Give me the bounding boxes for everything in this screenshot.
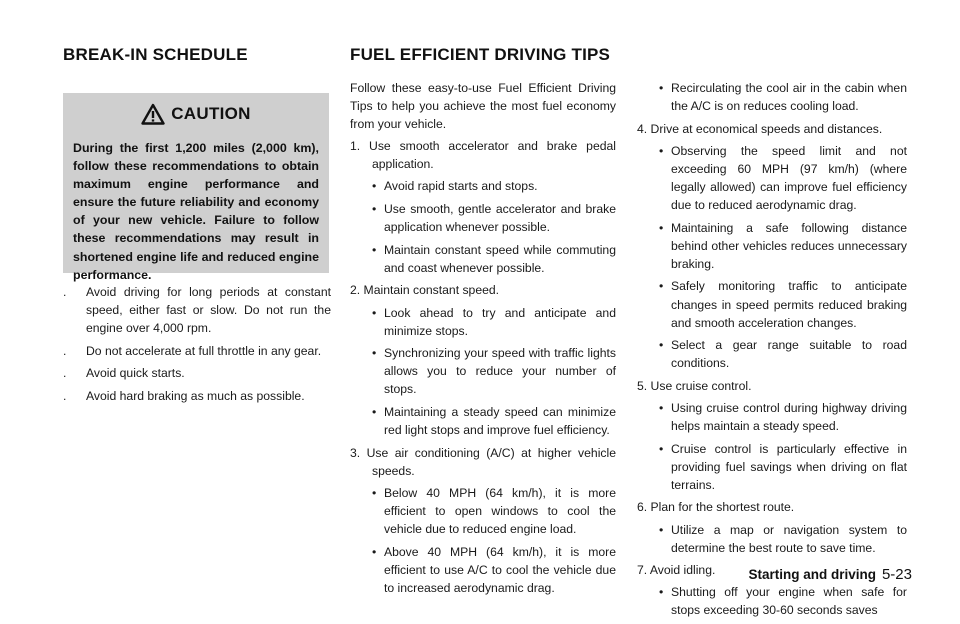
step-5-list — [637, 399, 907, 494]
bullet-icon: . — [63, 343, 67, 358]
caution-title: CAUTION — [171, 104, 251, 123]
list-item: • Safely monitoring traffic to anticipate changes in speed permits reduced braking and smooth acceleration changes. — [659, 279, 907, 330]
list-item: • Cruise control is particularly effective in providing fuel savings when driving on flat terrains. — [659, 441, 907, 492]
list-item: . Avoid driving for long periods at constant speed, either fast or slow. Do not run the engine over 4,000 rpm. — [63, 285, 331, 336]
break-in-list — [63, 283, 331, 410]
step-7-list — [637, 583, 907, 619]
list-item: • Above 40 MPH (64 km/h), it is more efficient to use A/C to cool the vehicle due to increased aerodynamic drag. — [372, 544, 616, 595]
step-2: 2. Maintain constant speed. — [350, 283, 500, 298]
list-item: . Avoid hard braking as much as possible. — [63, 387, 331, 405]
list-item: • Select a gear range suitable to road conditions. — [659, 338, 907, 371]
fuel-tips-heading: FUEL EFFICIENT DRIVING TIPS — [350, 45, 611, 64]
step-4-list — [637, 142, 907, 373]
list-item: • Shutting off your engine when safe for stops exceeding 30-60 seconds saves — [659, 585, 907, 618]
page-footer — [748, 566, 912, 583]
list-item: • Recirculating the cool air in the cabin when the A/C is on reduces cooling load. — [659, 81, 907, 114]
break-in-schedule-heading: BREAK-IN SCHEDULE — [63, 45, 248, 64]
list-item: • Look ahead to try and anticipate and minimize stops. — [372, 305, 616, 338]
list-item: • Using cruise control during highway driving helps maintain a steady speed. — [659, 401, 907, 434]
step-5: 5. Use cruise control. — [637, 378, 752, 393]
list-item: • Maintaining a steady speed can minimize red light stops and improve fuel efficiency. — [372, 405, 616, 438]
bullet-icon: . — [63, 366, 67, 381]
list-item: • Maintaining a safe following distance behind other vehicles reduces unnecessary braking. — [659, 220, 907, 271]
step-4: 4. Drive at economical speeds and distances. — [637, 121, 883, 136]
list-item: • Use smooth, gentle accelerator and brake application whenever possible. — [372, 202, 616, 235]
caution-header — [63, 93, 329, 135]
list-item: . Avoid quick starts. — [63, 364, 331, 382]
bullet-icon: . — [63, 388, 67, 403]
caution-box — [63, 93, 329, 282]
list-item: • Utilize a map or navigation system to determine the best route to save time. — [659, 522, 907, 555]
footer-section-title: Starting and driving — [748, 567, 876, 582]
fuel-tips-intro: Follow these easy-to-use Fuel Efficient Driving Tips to help you achieve the most fuel economy from your vehicle. — [350, 81, 616, 132]
page-number: 5-23 — [881, 566, 912, 583]
list-item: • Maintain constant speed while commuting and coast whenever possible. — [372, 242, 616, 275]
list-item: • Observing the speed limit and not exceeding 60 MPH (97 km/h) (where legally allowed) can improve fuel efficiency due to reduced aerodynamic drag. — [659, 143, 907, 213]
fuel-tips-column-2 — [637, 79, 907, 624]
step-2-list — [350, 304, 616, 440]
list-item: • Avoid rapid starts and stops. — [372, 179, 538, 194]
step-6-list — [637, 521, 907, 557]
step-3-list-continued — [637, 79, 907, 115]
step-6: 6. Plan for the shortest route. — [637, 500, 795, 515]
warning-triangle-icon — [141, 103, 165, 125]
list-item: . Do not accelerate at full throttle in any gear. — [63, 342, 331, 360]
step-3-list — [350, 484, 616, 597]
caution-text: During the first 1,200 miles (2,000 km), follow these recommendations to obtain maximum engine performance and ensure the future reliability and economy of your new vehicle. Failure to follow these recommendations may result in shortened engine life and reduced engine performance. — [73, 141, 319, 282]
fuel-tips-column-1 — [350, 79, 616, 601]
step-3: 3. Use air conditioning (A/C) at higher vehicle speeds. — [350, 445, 616, 478]
list-item: • Synchronizing your speed with traffic lights allows you to reduce your number of stops. — [372, 346, 616, 397]
step-7: 7. Avoid idling. — [637, 563, 716, 578]
bullet-icon: . — [63, 285, 67, 299]
step-1: 1. Use smooth accelerator and brake pedal application. — [350, 139, 616, 172]
step-1-list — [350, 177, 616, 276]
list-item: • Below 40 MPH (64 km/h), it is more efficient to open windows to cool the vehicle due to reduced engine load. — [372, 485, 616, 537]
